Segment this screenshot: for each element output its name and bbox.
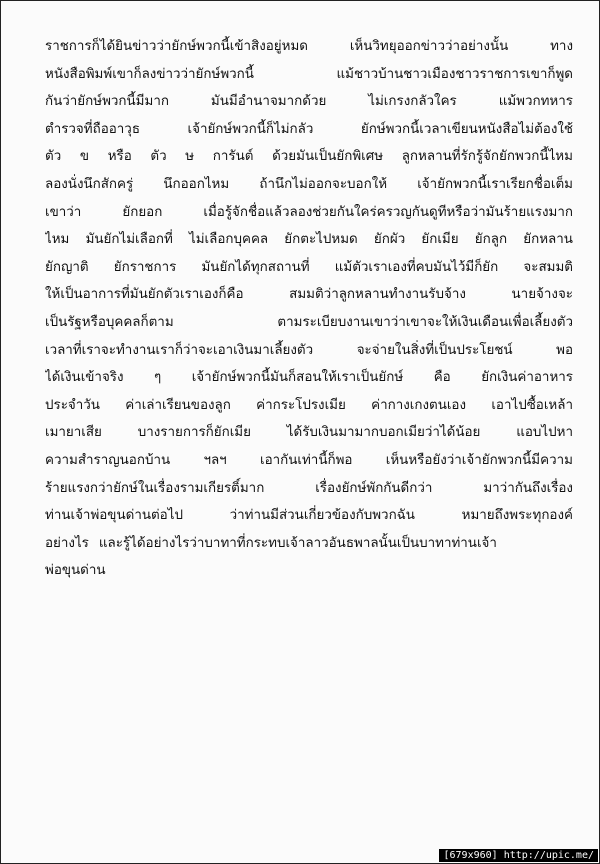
word: เอาไปซื้อเหล้า: [491, 397, 573, 413]
text-line: [45, 33, 573, 61]
word: เขาว่า: [45, 204, 82, 220]
word: ฯลฯ: [203, 452, 227, 468]
word: เป็นรัฐหรือบุคคลก็ตาม: [45, 314, 174, 330]
word: ข: [79, 149, 90, 165]
word: มันยักไม่เลือกที่: [85, 232, 173, 248]
word: จะจ่ายในสิ่งที่เป็นประโยชน์: [356, 342, 513, 358]
word: ให้เป็นอาการที่มันยักตัวเราเองก็คือ: [45, 287, 244, 303]
text-line: [45, 88, 573, 116]
word: เอากันเท่านี้ก็พอ: [260, 452, 353, 468]
text-line: [45, 392, 573, 420]
word: ได้เงินเข้าจริง: [45, 370, 124, 386]
word: เวลาที่เราจะทำงานเราก็ว่าจะเอาเงินมาเลี้ยงตัว: [45, 342, 314, 358]
word: พอ: [556, 342, 573, 358]
text-line: [45, 116, 573, 144]
word: สมมติว่าลูกหลานทำงานรับจ้าง: [289, 287, 466, 303]
text-line: [45, 254, 573, 282]
text-line: [45, 447, 573, 475]
word: ยักญาติ: [45, 259, 89, 275]
word: คือ: [433, 370, 451, 386]
word: ตัว: [150, 149, 167, 165]
word: จะสมมติ: [523, 259, 573, 275]
word: ลองนั่งนึกสักครู่: [45, 176, 134, 192]
word: การันต์: [212, 149, 254, 165]
word: ร้ายแรงกว่ายักษ์ในเรื่องรามเกียรติ์มาก: [45, 480, 265, 496]
word: บางรายการก็ยักเมีย: [137, 425, 251, 441]
word: ว่าท่านมีส่วนเกี่ยวข้องกับพวกฉัน: [229, 508, 415, 524]
word: พ่อขุนด่าน: [45, 563, 106, 579]
text-line: [45, 281, 573, 309]
word: เห็นวิทยุออกข่าวว่าอย่างนั้น: [349, 39, 509, 54]
text-line: [45, 61, 573, 89]
word: ตามระเบียบงานเขาว่าเขาจะให้เงินเดือนเพื่อเลี้ยงตัว: [277, 314, 573, 330]
word: แม้ตัวเราเองที่คบมันไว้มีก็ยัก: [334, 259, 499, 275]
word: ไม่เลือกบุคคล: [189, 232, 269, 248]
word: มันยักได้ทุกสถานที่: [201, 259, 310, 275]
word: ยักเงินค่าอาหาร: [481, 370, 573, 386]
word: ยักลูก: [474, 232, 508, 248]
word: หรือ: [107, 149, 132, 165]
image-host-tag: [679x960] http://upic.me/: [439, 849, 598, 862]
word: นึกออกไหม: [163, 176, 230, 192]
text-line: [45, 199, 573, 227]
word: มันมีอำนาจมากด้วย: [210, 94, 327, 110]
word: เจ้ายักษ์พวกนี้ก็ไม่กลัว: [187, 121, 314, 137]
word: เมายาเสีย: [45, 425, 102, 441]
word: ไหม: [45, 232, 70, 248]
word: นายจ้างจะ: [511, 287, 573, 303]
word: แม้ชาวบ้านชาวเมืองชาวราชการเขาก็พูด: [336, 66, 573, 82]
word: ยักหลาน: [523, 232, 573, 248]
word: ค่าเล่าเรียนของลูก: [125, 397, 231, 413]
text-line: [45, 419, 573, 447]
word: หมายถึงพระทุกองค์: [461, 508, 573, 524]
text-line: [45, 337, 573, 365]
word: เจ้ายักพวกนี้เราเรียกชื่อเต็ม: [417, 176, 573, 192]
word: ด้วยมันเป็นยักพิเศษ: [272, 149, 384, 165]
word: ษ: [185, 149, 195, 165]
text-line: [45, 143, 573, 171]
text-line: [45, 502, 573, 530]
word: เห็นหรือยังว่าเจ้ายักพวกนี้มีความ: [385, 452, 573, 468]
word: ตำรวจที่ถืออาวุธ: [45, 121, 141, 137]
word: ยักตะไปหมด: [284, 232, 358, 248]
word: ประจำวัน: [45, 397, 100, 413]
word: ทาง: [550, 39, 573, 54]
word: ยักเมีย: [421, 232, 459, 248]
word: ยักผัว: [373, 232, 406, 248]
word: เรื่องยักษ์พักกันดีกว่า: [315, 480, 433, 496]
text-line: [45, 475, 573, 503]
word: ยักยอก: [122, 204, 163, 220]
word: ถ้านึกไม่ออกจะบอกให้: [259, 176, 388, 192]
text-line: [45, 530, 573, 558]
text-line: [45, 364, 573, 392]
word: ได้รับเงินมามากบอกเมียว่าได้น้อย: [286, 425, 481, 441]
word: ความสำราญนอกบ้าน: [45, 452, 171, 468]
word: แม้พวกทหาร: [498, 94, 573, 110]
text-line: [45, 309, 573, 337]
word: กันว่ายักษ์พวกนี้มีมาก: [45, 94, 169, 110]
word: ยักราชการ: [113, 259, 177, 275]
word: ยักษ์พวกนี้เวลาเขียนหนังสือไม่ต้องใช้: [360, 121, 573, 137]
document-body: [45, 33, 573, 585]
word: ท่านเจ้าพ่อขุนด่านต่อไป: [45, 508, 183, 524]
text-line: [45, 171, 573, 199]
word: ค่ากางเกงตนเอง: [371, 397, 467, 413]
word: เมื่อรู้จักชื่อแล้วลองช่วยกันใคร่ครวญกันดูทีหรือว่ามันร้ายแรงมาก: [203, 204, 573, 220]
word: ๆ: [154, 370, 162, 386]
word: เจ้ายักษ์พวกนี้มันก็สอนให้เราเป็นยักษ์: [191, 370, 404, 386]
word: มาว่ากันถึงเรื่อง: [483, 480, 573, 496]
word: ราชการก็ได้ยินข่าวว่ายักษ์พวกนี้เข้าสิงอยู่หมด: [45, 39, 308, 54]
text-line-last: [45, 557, 573, 585]
word: ค่ากระโปรงเมีย: [256, 397, 346, 413]
word: และรู้ได้อย่างไรว่าบาทาที่กระทบเจ้าลาวอันธพาลนั้นเป็นบาทาท่านเจ้า: [98, 535, 497, 551]
word: ลูกหลานที่รักรู้จักยักพวกนี้ไหม: [401, 149, 573, 165]
word: แอบไปหา: [516, 425, 573, 441]
word: ตัว: [45, 149, 62, 165]
word: ไม่เกรงกลัวใคร: [368, 94, 457, 110]
word: หนังสือพิมพ์เขาก็ลงข่าวว่ายักษ์พวกนี้: [45, 66, 254, 82]
text-line: [45, 226, 573, 254]
word: อย่างไร: [45, 535, 89, 551]
